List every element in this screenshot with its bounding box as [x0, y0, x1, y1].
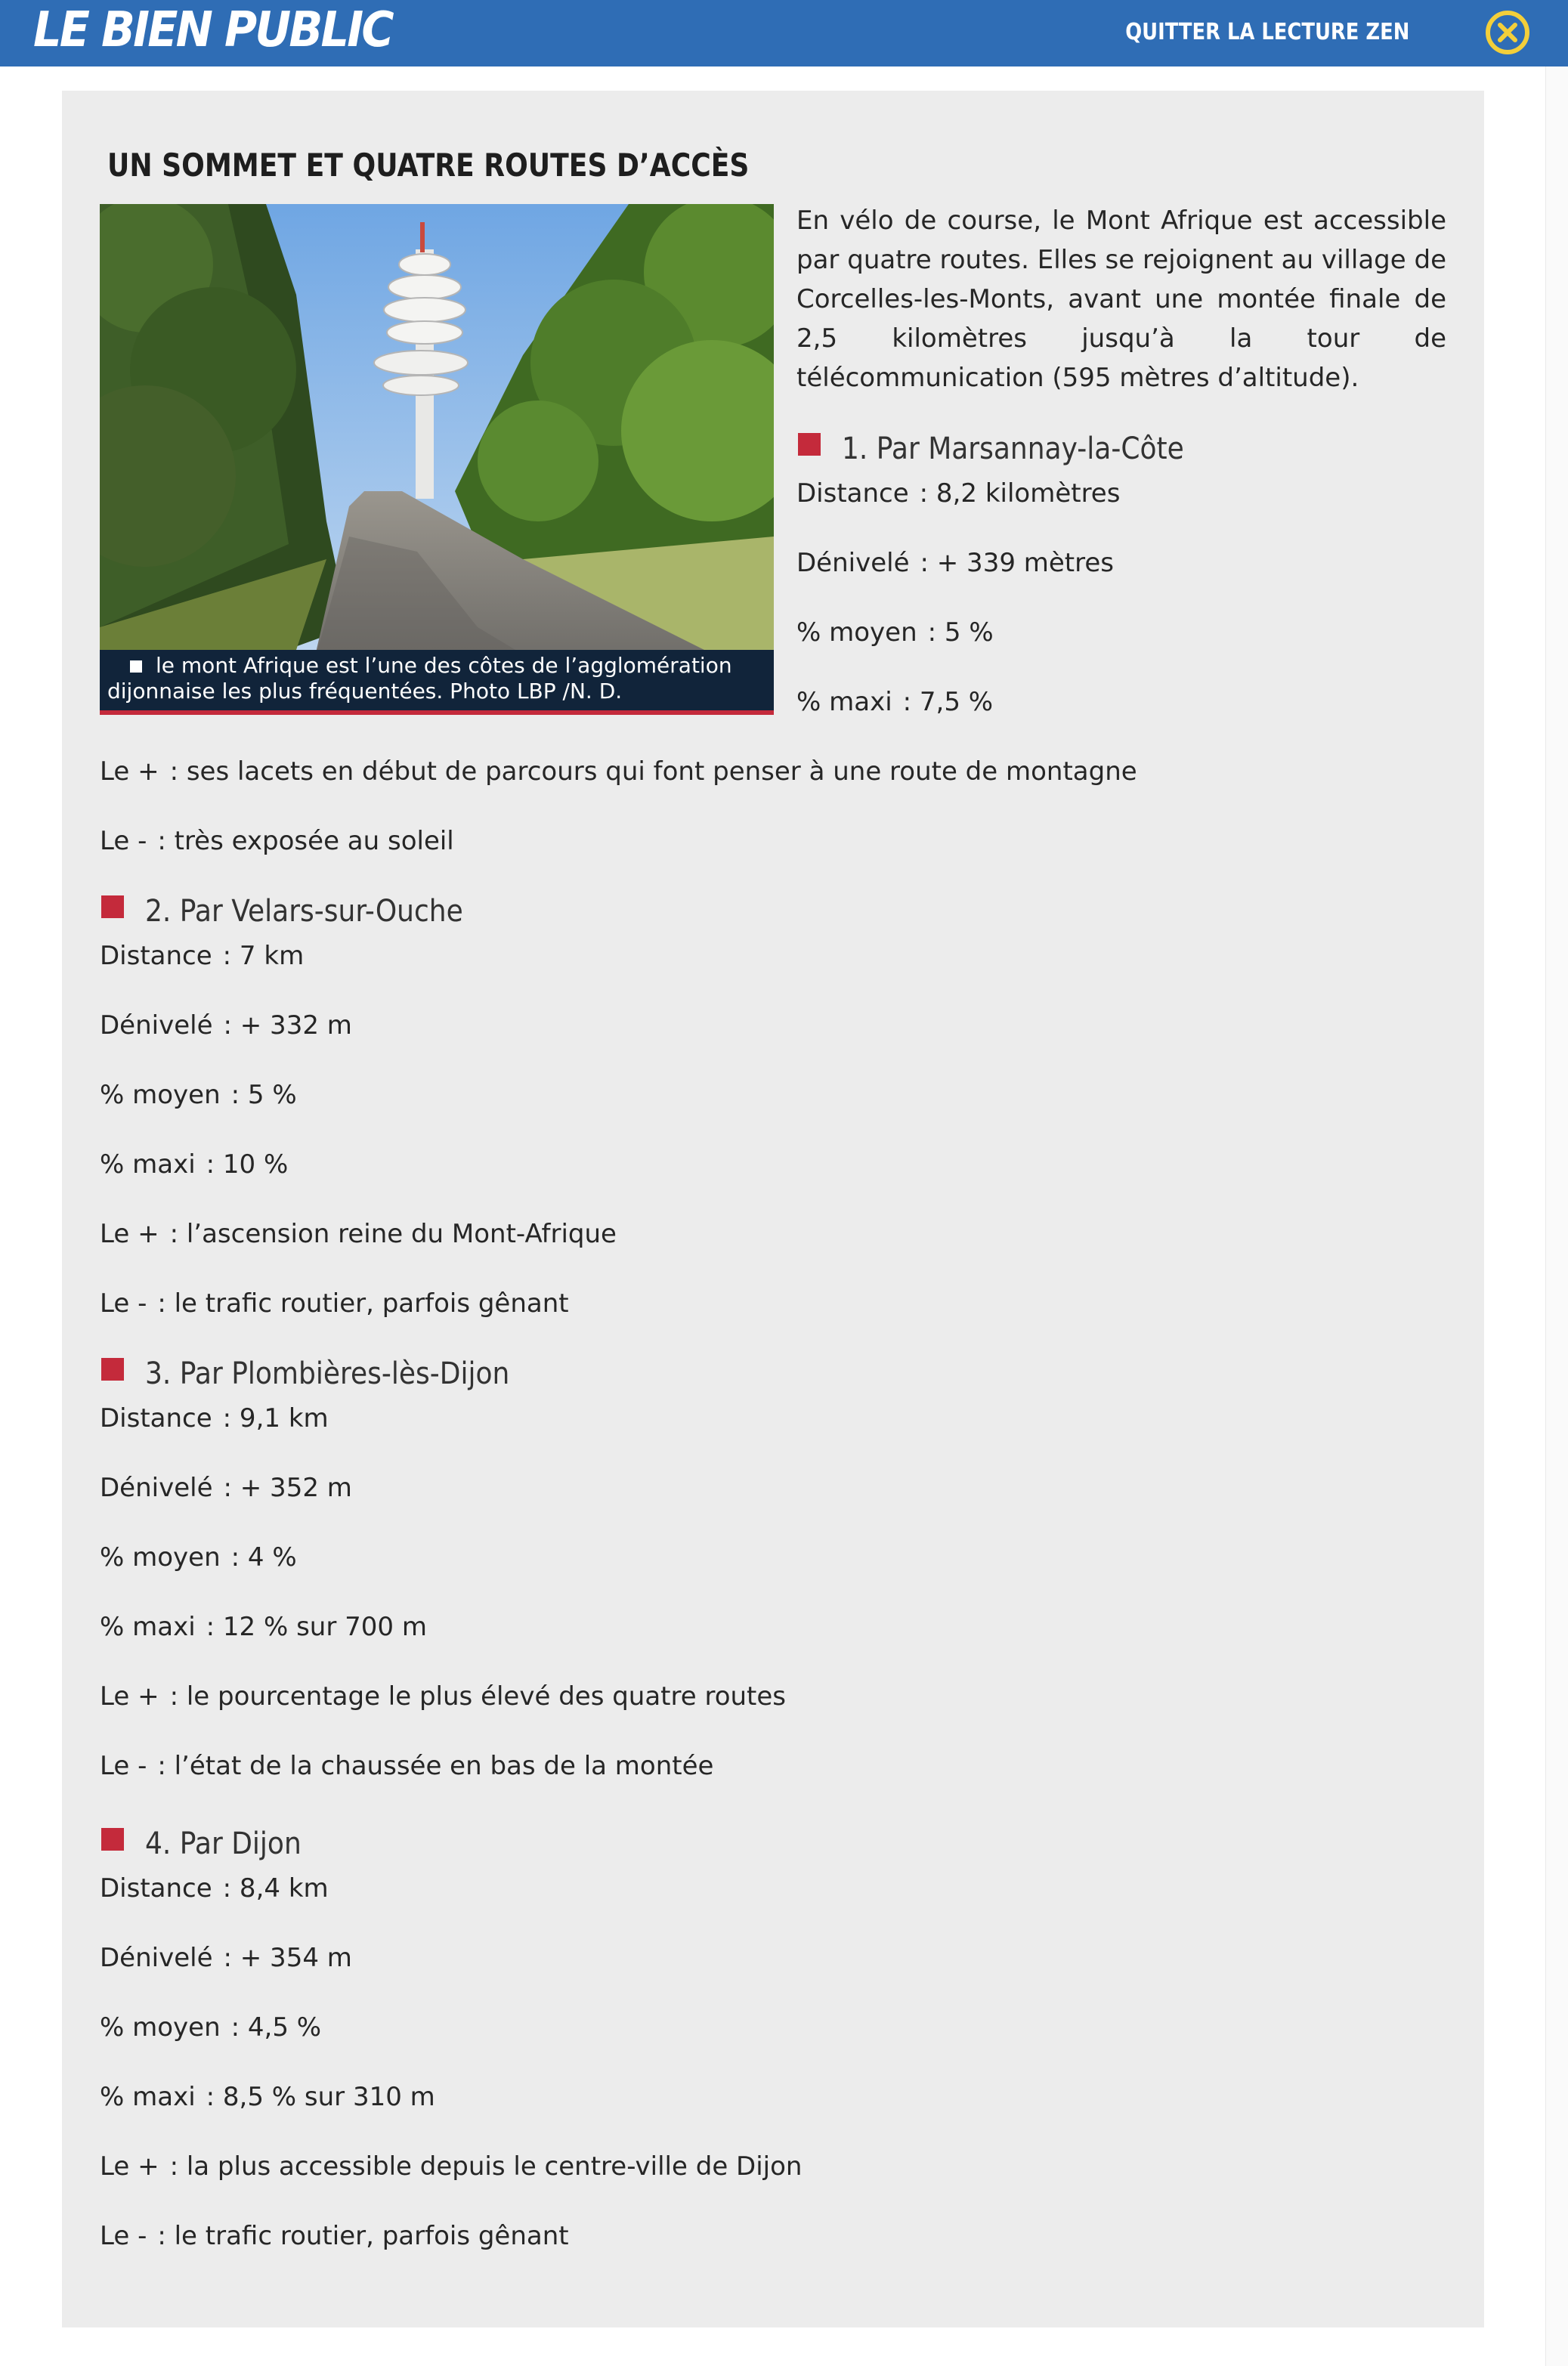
section-marker-icon — [101, 895, 124, 918]
top-bar — [0, 0, 1568, 66]
spec-row: Le - : le trafic routier, parfois gênant — [100, 1288, 569, 1319]
spec-row: % maxi : 8,5 % sur 310 m — [100, 2082, 435, 2112]
spec-row: % maxi : 10 % — [100, 1149, 289, 1180]
article-card — [62, 91, 1484, 2327]
section-heading-3 — [101, 1353, 550, 1395]
photo-caption — [100, 650, 774, 710]
article-title: UN SOMMET ET QUATRE ROUTES D’ACCÈS — [107, 147, 750, 184]
spec-row: Le - : très exposée au soleil — [100, 826, 454, 856]
section-heading-text: 4. Par Dijon — [145, 1826, 302, 1861]
section-marker-icon — [798, 433, 821, 456]
spec-row: Dénivelé : + 332 m — [100, 1010, 352, 1041]
article-photo — [100, 204, 774, 715]
spec-row: % moyen : 5 % — [100, 1080, 297, 1110]
caption-line-2: dijonnaise les plus fréquentées. Photo LBP /N. D. — [107, 679, 623, 704]
spec-row: Le + : l’ascension reine du Mont-Afrique — [100, 1219, 617, 1249]
spec-row: Distance : 8,2 kilomètres — [796, 478, 1121, 509]
spec-row: % moyen : 4,5 % — [100, 2012, 322, 2043]
spec-row: % moyen : 4 % — [100, 1542, 297, 1573]
photo-accent-rule — [100, 710, 774, 715]
caption-line-1: le mont Afrique est l’une des côtes de l’agglomération — [156, 653, 732, 678]
spec-row: Distance : 8,4 km — [100, 1873, 329, 1904]
spec-row: Le + : ses lacets en début de parcours qui font penser à une route de montagne — [100, 756, 1137, 787]
spec-row: Dénivelé : + 352 m — [100, 1473, 352, 1503]
spec-row: % moyen : 5 % — [796, 617, 994, 648]
section-marker-icon — [101, 1358, 124, 1381]
scrollbar[interactable] — [1545, 66, 1568, 2366]
spec-row: Le - : l’état de la chaussée en bas de la montée — [100, 1751, 714, 1781]
section-heading-4 — [101, 1823, 319, 1865]
section-heading-text: 2. Par Velars-sur-Ouche — [145, 894, 463, 929]
site-logo[interactable]: LE BIEN PUBLIC — [33, 2, 392, 58]
spec-row: Distance : 7 km — [100, 941, 305, 971]
close-circle-icon[interactable] — [1486, 11, 1529, 54]
spec-row: Le - : le trafic routier, parfois gênant — [100, 2221, 569, 2251]
quit-zen-reading-button[interactable]: QUITTER LA LECTURE ZEN — [1124, 19, 1409, 45]
section-heading-text: 3. Par Plombières-lès-Dijon — [145, 1356, 510, 1391]
photo-illustration — [100, 204, 774, 715]
section-heading-1 — [798, 428, 1222, 470]
spec-row: Le + : le pourcentage le plus élevé des quatre routes — [100, 1681, 787, 1712]
section-heading-2 — [101, 890, 499, 932]
intro-paragraph: En vélo de course, le Mont Afrique est accessible par quatre routes. Elles se rejoignent au village de Corcelles-les-Monts, avant une montée finale de 2,5 kilomètres jusqu’à la tour de télécommunication (595 mètres d’altitude). — [796, 206, 1446, 393]
section-marker-icon — [101, 1828, 124, 1851]
spec-row: % maxi : 7,5 % — [796, 687, 994, 717]
spec-row: Le + : la plus accessible depuis le centre-ville de Dijon — [100, 2151, 803, 2182]
section-heading-text: 1. Par Marsannay-la-Côte — [842, 431, 1184, 466]
spec-row: Distance : 9,1 km — [100, 1403, 329, 1434]
caption-bullet-icon — [130, 660, 142, 673]
spec-row: Dénivelé : + 354 m — [100, 1943, 352, 1973]
spec-row: Dénivelé : + 339 mètres — [796, 548, 1114, 578]
spec-row: % maxi : 12 % sur 700 m — [100, 1612, 427, 1642]
